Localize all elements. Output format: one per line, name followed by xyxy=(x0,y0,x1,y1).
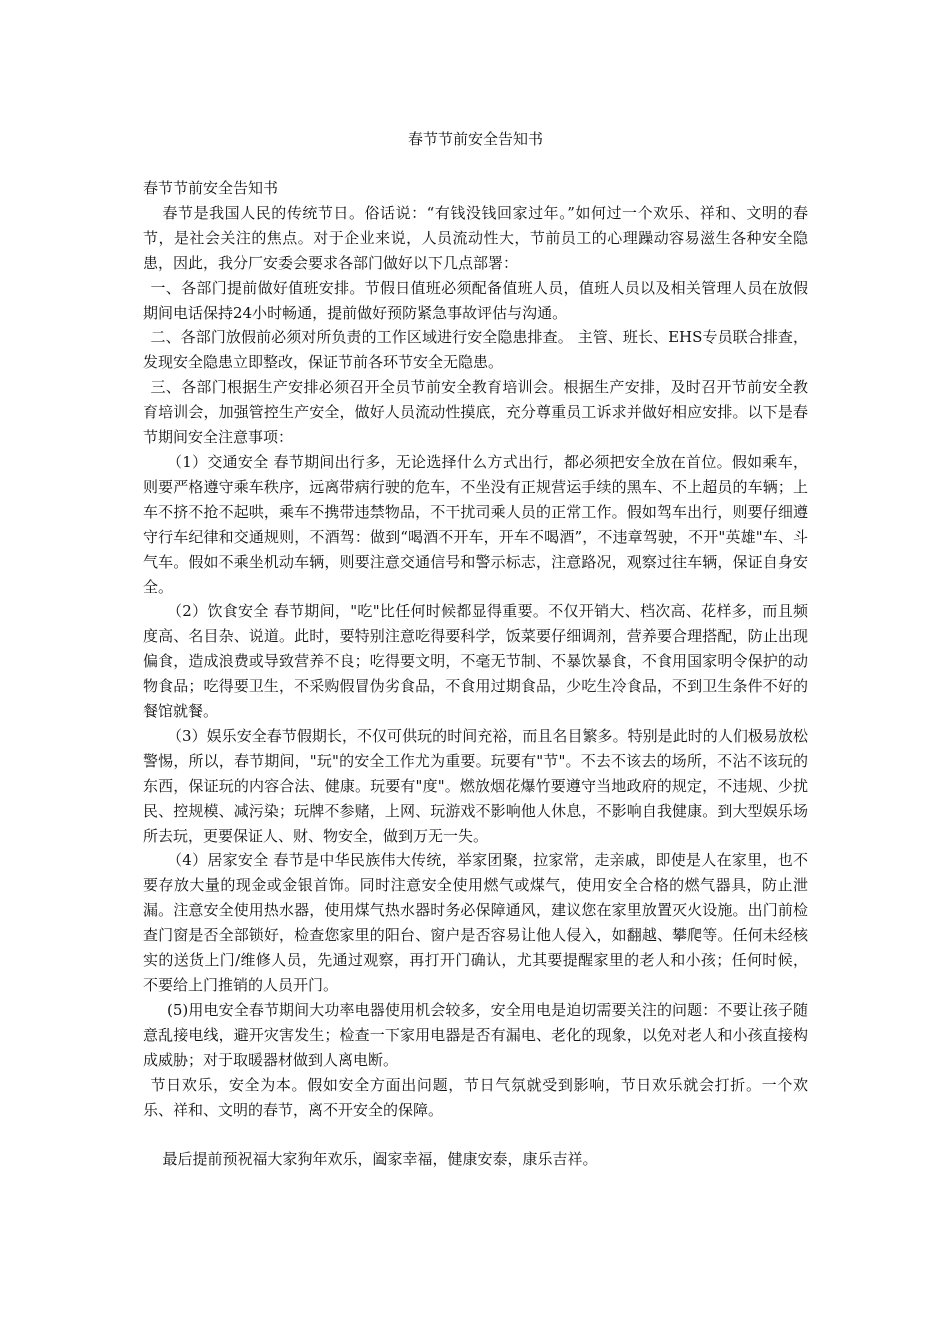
paragraph-item-1: 一、各部门提前做好值班安排。节假日值班必须配备值班人员，值班人员以及相关管理人员在放假期间电话保持24小时畅通，提前做好预防紧急事故评估与沟通。 xyxy=(143,278,808,322)
paragraph-summary: 节日欢乐，安全为本。假如安全方面出问题，节日气氛就受到影响，节日欢乐就会打折。一个欢乐、祥和、文明的春节，离不开安全的保障。 xyxy=(143,1075,808,1119)
paragraph-traffic-safety: （1）交通安全 春节期间出行多，无论选择什么方式出行，都必须把安全放在首位。假如乘车，则要严格遵守乘车秩序，远离带病行驶的危车，不坐没有正规营运手续的黑车、不上超员的车辆；上车不挤不抢不起哄，乘车不携带违禁物品，不干扰司乘人员的正常工作。假如驾车出行，则要仔细遵守行车纪律和交通规则，不酒驾：做到“喝酒不开车，开车不喝酒”，不违章驾驶，不开"英雄"车、斗气车。假如不乘坐机动车辆，则要注意交通信号和警示标志，注意路况，观察过往车辆，保证自身安全。 xyxy=(143,452,808,596)
document-body xyxy=(143,176,808,1172)
paragraph-intro: 春节是我国人民的传统节日。俗话说：“有钱没钱回家过年。”如何过一个欢乐、祥和、文明的春节，是社会关注的焦点。对于企业来说，人员流动性大，节前员工的心理躁动容易滋生各种安全隐患，因此，我分厂安委会要求各部门做好以下几点部署： xyxy=(143,203,808,272)
paragraph-item-3: 三、各部门根据生产安排必须召开全员节前安全教育培训会。根据生产安排，及时召开节前安全教育培训会，加强管控生产安全，做好人员流动性摸底，充分尊重员工诉求并做好相应安排。以下是春节期间安全注意事项： xyxy=(143,378,808,447)
paragraph-closing: 最后提前预祝福大家狗年欢乐，阖家幸福，健康安泰，康乐吉祥。 xyxy=(162,1150,598,1169)
paragraph-home-safety: （4）居家安全 春节是中华民族伟大传统，举家团聚，拉家常，走亲戚，即使是人在家里，也不要存放大量的现金或金银首饰。同时注意安全使用燃气或煤气，使用安全合格的燃气器具，防止泄漏。注意安全使用热水器，使用煤气热水器时务必保障通风，建议您在家里放置灭火设施。出门前检查门窗是否全部锁好，检查您家里的阳台、窗户是否容易让他人侵入，如翻越、攀爬等。任何未经核实的送货上门/维修人员，先通过观察，再打开门确认，尤其要提醒家里的老人和小孩；任何时候，不要给上门推销的人员开门。 xyxy=(143,851,808,994)
paragraph-spacer xyxy=(143,1122,808,1147)
document-heading: 春节节前安全告知书 xyxy=(143,179,279,197)
document-title: 春节节前安全告知书 xyxy=(407,130,543,148)
paragraph-food-safety: （2）饮食安全 春节期间，"吃"比任何时候都显得重要。不仅开销大、档次高、花样多，而且频度高、名目杂、说道。此时，要特别注意吃得要科学，饭菜要仔细调剂，营养要合理搭配，防止出现偏食，造成浪费或导致营养不良；吃得要文明，不毫无节制、不暴饮暴食，不食用国家明令保护的动物食品；吃得要卫生，不采购假冒伪劣食品，不食用过期食品，少吃生冷食品，不到卫生条件不好的餐馆就餐。 xyxy=(143,602,808,721)
paragraph-item-2: 二、各部门放假前必须对所负责的工作区域进行安全隐患排查。 主管、班长、EHS专员联合排查，发现安全隐患立即整改，保证节前各环节安全无隐患。 xyxy=(143,328,808,372)
paragraph-electric-safety: (5)用电安全春节期间大功率电器使用机会较多，安全用电是迫切需要关注的问题：不要让孩子随意乱接电线，避开灾害发生；检查一下家用电器是否有漏电、老化的现象，以免对老人和小孩直接构成威胁；对于取暖器材做到人离电断。 xyxy=(143,1000,808,1069)
paragraph-entertainment-safety: （3）娱乐安全春节假期长，不仅可供玩的时间充裕，而且名目繁多。特别是此时的人们极易放松警惕，所以，春节期间，"玩"的安全工作尤为重要。玩要有"节"。不去不该去的场所，不沾不该玩的东西，保证玩的内容合法、健康。玩要有"度"。燃放烟花爆竹要遵守当地政府的规定，不违规、少扰民、控规模、减污染；玩牌不参赌，上网、玩游戏不影响他人休息，不影响自我健康。到大型娱乐场所去玩，更要保证人、财、物安全，做到万无一失。 xyxy=(143,726,808,845)
